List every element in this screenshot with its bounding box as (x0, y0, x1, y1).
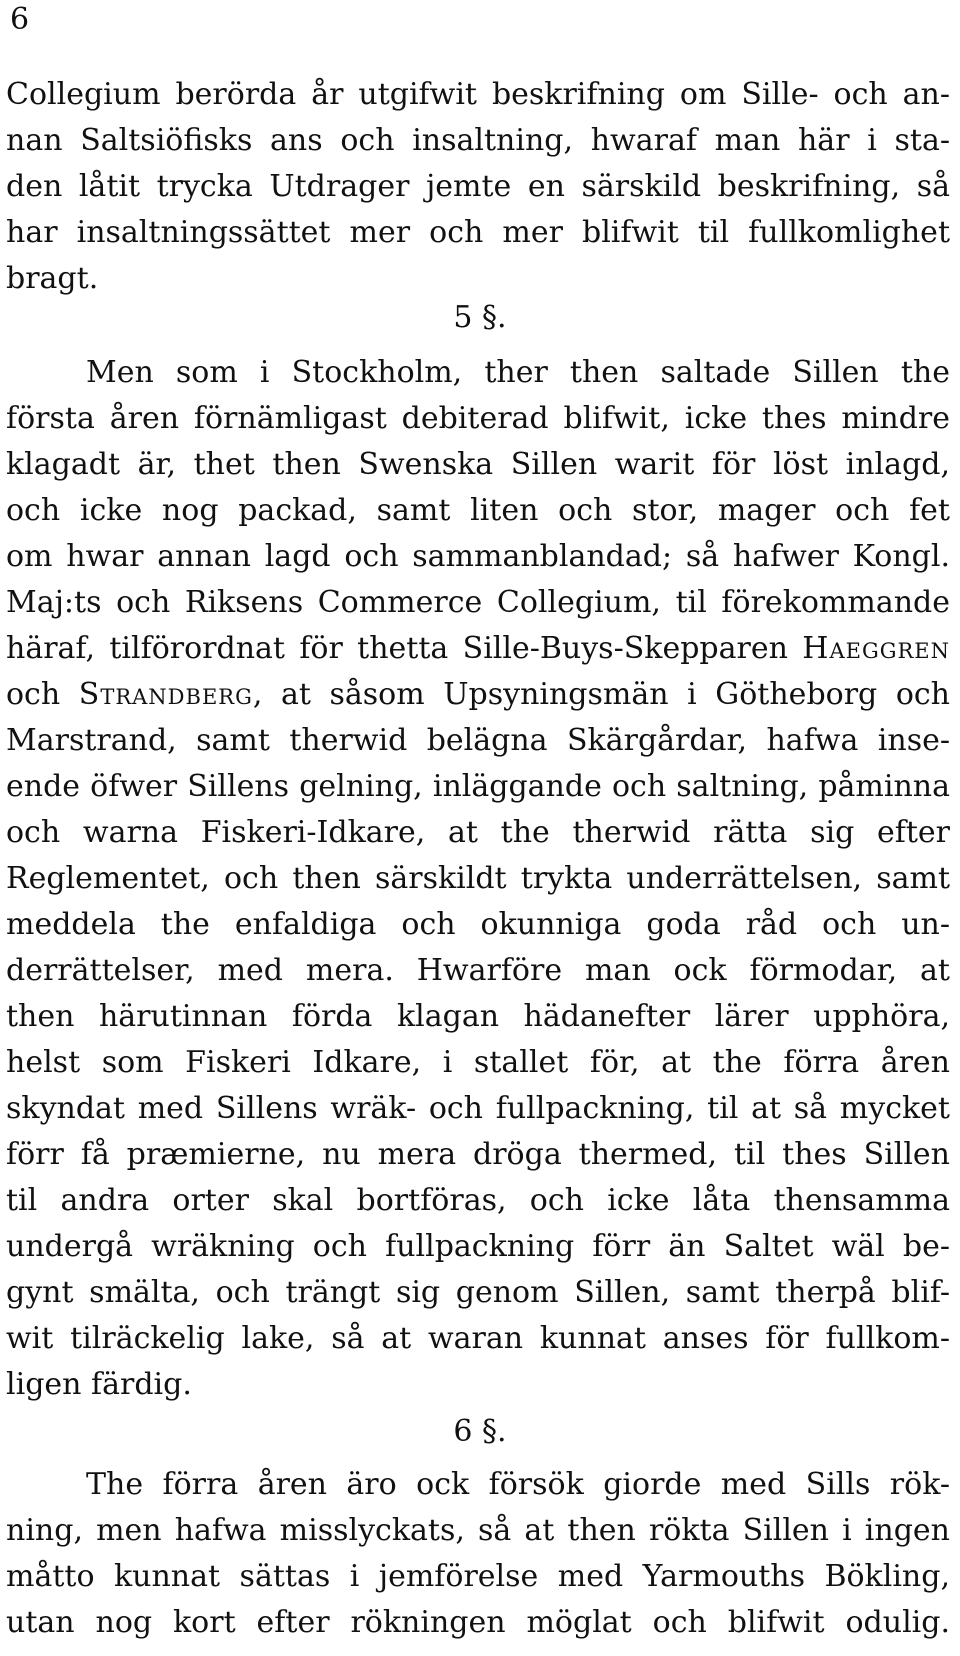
paragraph-line: och icke nog packad, samt liten och stor, mager och fet (6, 493, 950, 528)
paragraph-line: Reglementet, och then särskildt trykta underrättelsen, samt (6, 861, 950, 896)
paragraph-line: Men som i Stockholm, ther then saltade Sillen the (86, 355, 950, 390)
paragraph-line: bragt. (6, 261, 99, 296)
paragraph-line: Collegium berörda år utgifwit beskrifning om Sille- och an- (6, 77, 950, 112)
section-6-heading: 6 §. (453, 1414, 507, 1449)
paragraph-line: The förra åren äro ock försök giorde med Sills rök- (86, 1467, 950, 1502)
paragraph-line (6, 672, 950, 718)
paragraph-line: Marstrand, samt therwid belägna Skärgårdar, hafwa inse- (6, 723, 950, 758)
paragraph-line: nan Saltsiöfisks ans och insaltning, hwaraf man här i sta- (6, 123, 950, 158)
section-6-paragraph (6, 1462, 950, 1646)
intro-paragraph (6, 72, 950, 302)
paragraph-line: och warna Fiskeri-Idkare, at the therwid rätta sig efter (6, 815, 950, 850)
person-name-strandberg: Strandberg (78, 677, 253, 712)
paragraph-line: skyndat med Sillens wräk- och fullpackning, til at så mycket (6, 1091, 950, 1126)
paragraph-line: om hwar annan lagd och sammanblandad; så hafwer Kongl. (6, 539, 950, 574)
paragraph-line: ning, men hafwa misslyckats, så at then rökta Sillen i ingen (6, 1513, 950, 1548)
section-5-paragraph (6, 350, 950, 1408)
paragraph-line: wit tilräckelig lake, så at waran kunnat anses för fullkom- (6, 1321, 950, 1356)
person-name-haeggren: Haeggren (802, 631, 950, 666)
paragraph-line: gynt smälta, och trängt sig genom Sillen, samt therpå blif- (6, 1275, 950, 1310)
line-text: häraf, tilförordnat för thetta Sille-Buys-Skepparen (6, 631, 788, 666)
paragraph-line: klagadt är, thet then Swenska Sillen warit för löst inlagd, (6, 447, 950, 482)
paragraph-line: har insaltningssättet mer och mer blifwit til fullkomlighet (6, 215, 950, 250)
line-text: och (6, 677, 61, 712)
paragraph-line: derrättelser, med mera. Hwarföre man ock förmodar, at (6, 953, 950, 988)
paragraph-line: första åren förnämligast debiterad blifwit, icke thes mindre (6, 401, 950, 436)
paragraph-line: måtto kunnat sättas i jemförelse med Yarmouths Bökling, (6, 1559, 950, 1594)
paragraph-line (6, 626, 950, 672)
paragraph-line: til andra orter skal bortföras, och icke låta thensamma (6, 1183, 950, 1218)
page-number: 6 (10, 2, 30, 37)
line-text: , at såsom Upsyningsmän i Götheborg och (252, 677, 950, 712)
paragraph-line: den låtit trycka Utdrager jemte en särskild beskrifning, så (6, 169, 950, 204)
paragraph-line: ligen färdig. (6, 1367, 192, 1402)
paragraph-line: then härutinnan förda klagan hädanefter lärer upphöra, (6, 999, 950, 1034)
paragraph-line: helst som Fiskeri Idkare, i stallet för, at the förra åren (6, 1045, 950, 1080)
paragraph-line: undergå wräkning och fullpackning förr än Saltet wäl be- (6, 1229, 950, 1264)
paragraph-line: Maj:ts och Riksens Commerce Collegium, til förekommande (6, 585, 950, 620)
paragraph-line: ende öfwer Sillens gelning, inläggande och saltning, påminna (6, 769, 950, 804)
paragraph-line: förr få præmierne, nu mera dröga thermed, til thes Sillen (6, 1137, 950, 1172)
paragraph-line: utan nog kort efter rökningen möglat och blifwit odulig. (6, 1605, 950, 1640)
section-5-heading: 5 §. (453, 300, 507, 335)
paragraph-line: meddela the enfaldiga och okunniga goda råd och un- (6, 907, 950, 942)
